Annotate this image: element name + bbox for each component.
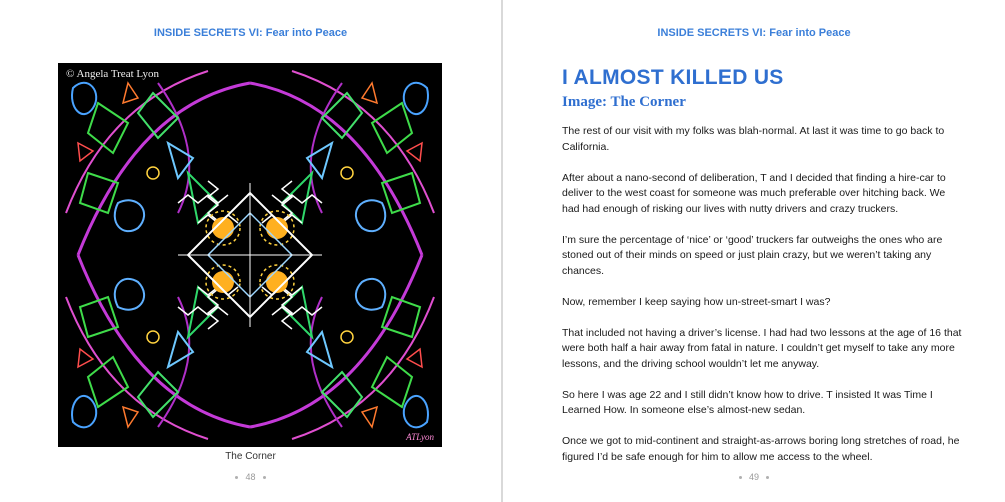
right-page <box>503 0 1005 502</box>
bullet-icon <box>739 476 742 479</box>
mandala-illustration <box>58 63 442 447</box>
mandala-artwork <box>58 63 442 447</box>
left-page <box>0 0 501 502</box>
chapter-subtitle: Image: The Corner <box>562 94 686 110</box>
page-number-footer <box>0 472 501 482</box>
running-header: INSIDE SECRETS VI: Fear into Peace <box>657 27 851 39</box>
chapter-title: I ALMOST KILLED US <box>562 66 784 89</box>
paragraph: Now, remember I keep saying how un-street-smart I was? <box>562 295 831 308</box>
body-text <box>562 124 962 481</box>
page-number-footer <box>503 472 1005 482</box>
paragraph: That included not having a driver’s license. I had had two lessons at the age of 16 that were both half a hair away from fatal in nature. I couldn’t get myself to take any more lessons, and the driving school wouldn’t let me anyway. <box>562 326 962 370</box>
image-caption: The Corner <box>225 451 276 462</box>
paragraph: Once we got to mid-continent and straight-as-arrows boring long stretches of road, he figured I’d be safe enough for him to allow me access to the wheel. <box>562 435 960 463</box>
paragraph: The rest of our visit with my folks was blah-normal. At last it was time to go back to California. <box>562 125 945 153</box>
page-number: 49 <box>748 472 759 482</box>
bullet-icon <box>766 476 769 479</box>
artwork-credit: © Angela Treat Lyon <box>66 68 159 80</box>
paragraph: After about a nano-second of deliberation, T and I decided that finding a hire-car to deliver to the west coast for someone was much preferable over hitching back. We had had enough of risking our lives with nutty drivers and crazy truckers. <box>562 171 946 215</box>
page-number: 48 <box>245 472 256 482</box>
running-header: INSIDE SECRETS VI: Fear into Peace <box>153 27 348 39</box>
artist-signature: ATLyon <box>406 432 434 442</box>
bullet-icon <box>235 476 238 479</box>
paragraph: I’m sure the percentage of ‘nice’ or ‘good’ truckers far outweighs the ones who are stoned out of their minds on speed or just plain crazy, but we weren’t taking any chances. <box>562 233 943 277</box>
paragraph: So here I was age 22 and I still didn’t know how to drive. T insisted It was Time I Learned How. In someone else’s almost-new sedan. <box>562 388 933 416</box>
bullet-icon <box>263 476 266 479</box>
